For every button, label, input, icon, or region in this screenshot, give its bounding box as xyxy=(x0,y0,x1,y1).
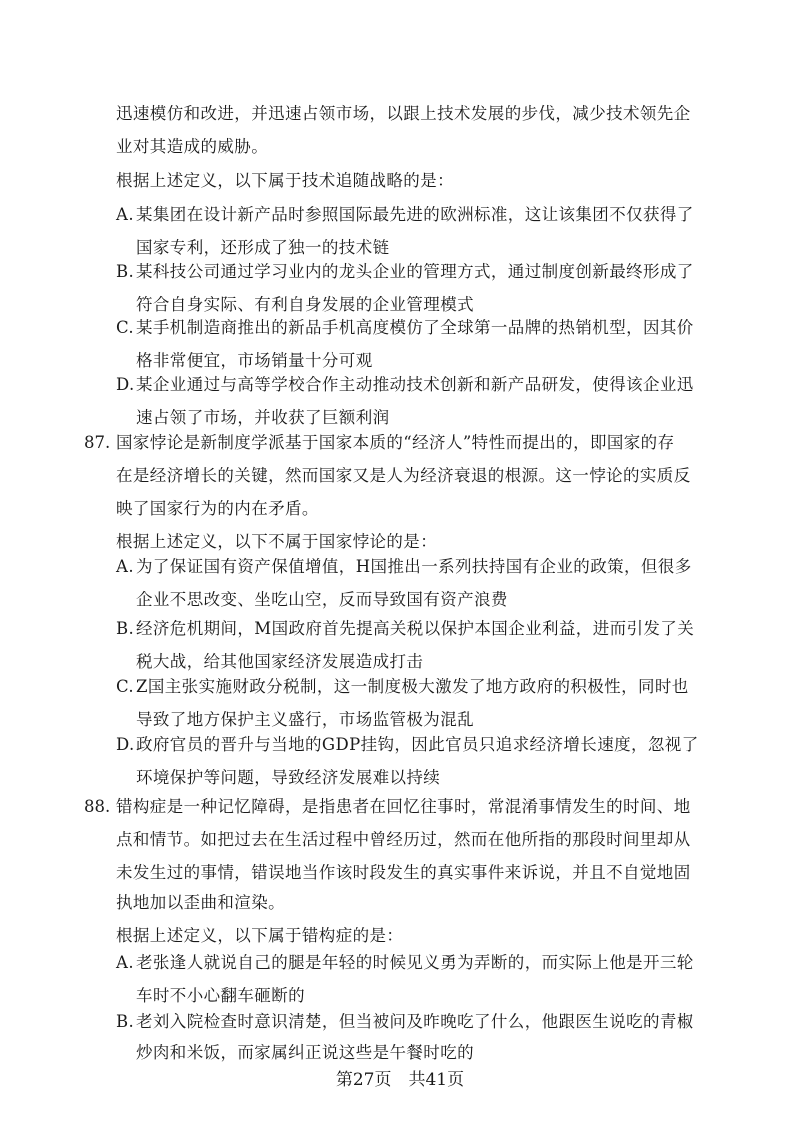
option-text: 老张逢人就说自己的腿是年轻的时候见义勇为弄断的，而实际上他是开三轮 xyxy=(136,953,694,972)
paragraph-line: 业对其造成的威胁。 xyxy=(116,137,269,156)
option-text: 政府官员的晋升与当地的GDP挂钩，因此官员只追求经济增长速度，忽视了 xyxy=(136,735,699,754)
option-letter: B. xyxy=(116,1012,135,1031)
option-letter: D. xyxy=(116,735,135,754)
option-letter: A. xyxy=(116,557,134,576)
option-text: 符合自身实际、有利自身发展的企业管理模式 xyxy=(136,295,474,314)
option-letter: C. xyxy=(116,318,135,337)
question-prompt: 根据上述定义，以下不属于国家悖论的是： xyxy=(116,532,438,551)
question-prompt: 根据上述定义，以下属于技术追随战略的是： xyxy=(116,171,454,190)
option-text: 速占领了市场，并收获了巨额利润 xyxy=(136,408,390,427)
option-text: 环境保护等问题，导致经济发展难以持续 xyxy=(136,768,441,787)
option-letter: C. xyxy=(116,677,135,696)
paragraph-line: 迅速模仿和改进，并迅速占领市场，以跟上技术发展的步伐，减少技术领先企 xyxy=(116,104,691,123)
option-text: 企业不思改变、坐吃山空，反而导致国有资产浪费 xyxy=(136,590,508,609)
option-letter: A. xyxy=(116,953,134,972)
question-prompt: 根据上述定义，以下属于错构症的是： xyxy=(116,926,404,945)
option-text: 炒肉和米饭，而家属纠正说这些是午餐时吃的 xyxy=(136,1043,474,1062)
question-stem-line: 点和情节。如把过去在生活过程中曾经历过，然而在他所指的那段时间里却从 xyxy=(116,830,691,849)
option-letter: B. xyxy=(116,262,135,281)
option-text: 某集团在设计新产品时参照国际最先进的欧洲标准，这让该集团不仅获得了 xyxy=(136,205,694,224)
question-stem-line: 国家悖论是新制度学派基于国家本质的“经济人”特性而提出的，即国家的存 xyxy=(116,433,675,452)
question-stem-line: 执地加以歪曲和渲染。 xyxy=(116,893,285,912)
question-number: 87. xyxy=(84,433,111,452)
option-text: 国家专利，还形成了独一的技术链 xyxy=(136,238,390,257)
option-text: 税大战，给其他国家经济发展造成打击 xyxy=(136,652,424,671)
option-letter: A. xyxy=(116,205,134,224)
option-text: 老刘入院检查时意识清楚，但当被问及昨晚吃了什么，他跟医生说吃的青椒 xyxy=(136,1012,694,1031)
option-text: 导致了地方保护主义盛行，市场监管极为混乱 xyxy=(136,710,474,729)
option-text: 某企业通过与高等学校合作主动推动技术创新和新产品研发，使得该企业迅 xyxy=(136,375,694,394)
option-text: 为了保证国有资产保值增值，H国推出一系列扶持国有企业的政策，但很多 xyxy=(136,557,692,576)
question-stem-line: 错构症是一种记忆障碍，是指患者在回忆往事时，常混淆事情发生的时间、地 xyxy=(116,797,691,816)
option-letter: B. xyxy=(116,619,135,638)
question-stem-line: 在是经济增长的关键，然而国家又是人为经济衰退的根源。这一悖论的实质反 xyxy=(116,466,691,485)
question-stem-line: 映了国家行为的内在矛盾。 xyxy=(116,499,319,518)
option-text: Z国主张实施财政分税制，这一制度极大激发了地方政府的积极性，同时也 xyxy=(136,677,689,696)
question-stem-line: 未发生过的事情，错误地当作该时段发生的真实事件来诉说，并且不自觉地固 xyxy=(116,863,691,882)
option-letter: D. xyxy=(116,375,135,394)
option-text: 某手机制造商推出的新品手机高度模仿了全球第一品牌的热销机型，因其价 xyxy=(136,318,694,337)
option-text: 车时不小心翻车砸断的 xyxy=(136,986,305,1005)
option-text: 某科技公司通过学习业内的龙头企业的管理方式，通过制度创新最终形成了 xyxy=(136,262,694,281)
option-text: 经济危机期间，M国政府首先提高关税以保护本国企业利益，进而引发了关 xyxy=(136,619,695,638)
option-text: 格非常便宜，市场销量十分可观 xyxy=(136,351,373,370)
page-number-footer: 第27页 共41页 xyxy=(335,1070,465,1090)
question-number: 88. xyxy=(84,797,111,816)
